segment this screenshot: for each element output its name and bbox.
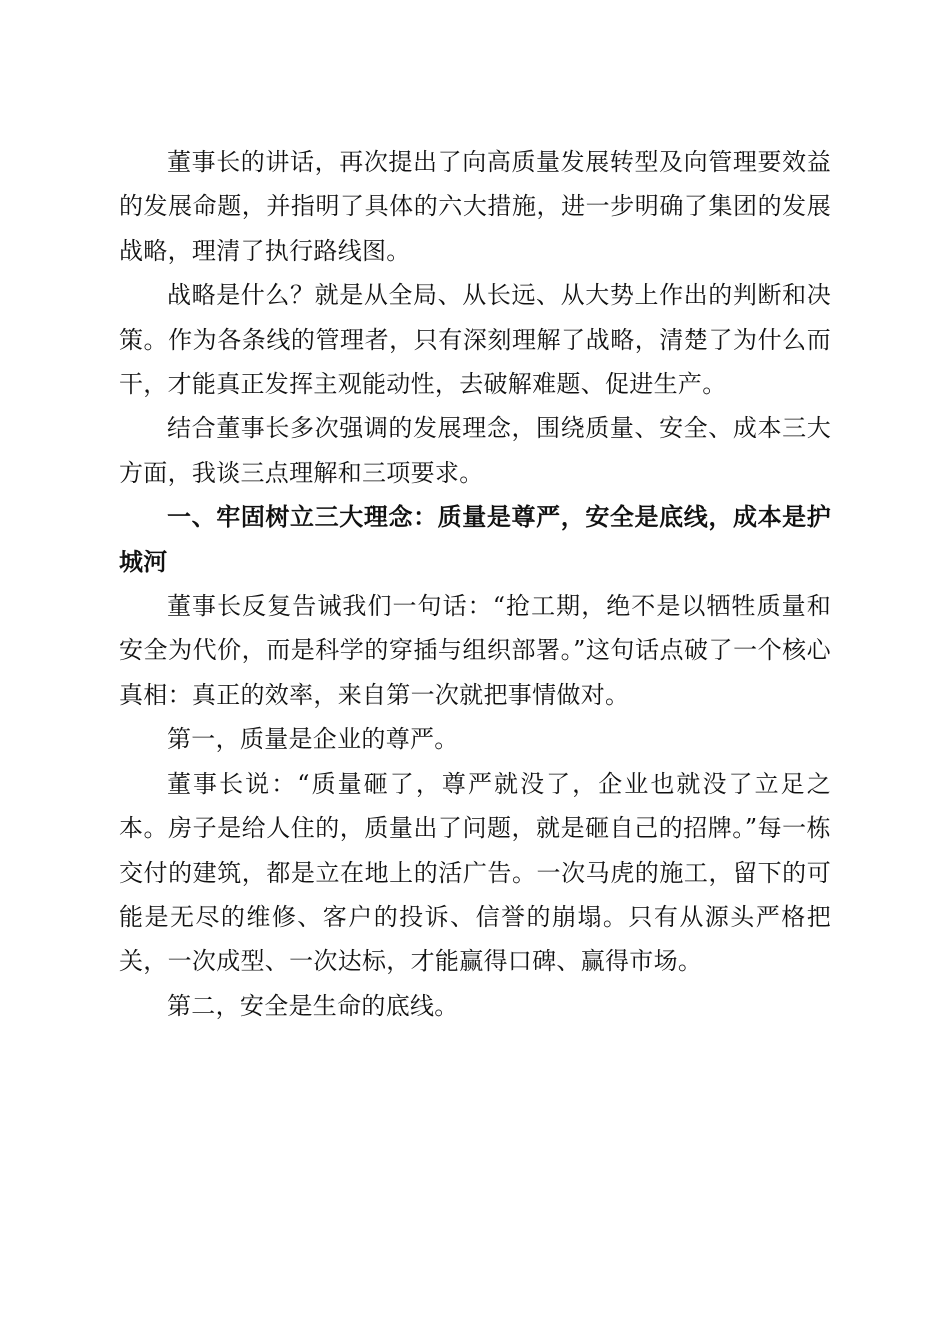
subheading-safety: 第二，安全是生命的底线。 xyxy=(167,991,459,1020)
paragraph-strategy: 战略是什么？就是从全局、从长远、从大势上作出的判断和决策。作为各条线的管理者，只有深刻理解了战略，清楚了为什么而干，才能真正发挥主观能动性，去破解难题、促进生产。 xyxy=(119,281,831,399)
paragraph-intro: 董事长的讲话，再次提出了向高质量发展转型及向管理要效益的发展命题，并指明了具体的六大措施，进一步明确了集团的发展战略，理清了执行路线图。 xyxy=(119,148,831,265)
subheading-quality: 第一，质量是企业的尊严。 xyxy=(167,725,459,754)
document-body xyxy=(119,140,831,1028)
paragraph-quality: 董事长说：“质量砸了，尊严就没了，企业也就没了立足之本。房子是给人住的，质量出了问题，就是砸自己的招牌。”每一栋交付的建筑，都是立在地上的活广告。一次马虎的施工，留下的可能是无尽的维修、客户的投诉、信誉的崩塌。只有从源头严格把关，一次成型、一次达标，才能赢得口碑、赢得市场。 xyxy=(119,769,831,976)
section-heading-1: 一、牢固树立三大理念：质量是尊严，安全是底线，成本是护城河 xyxy=(119,503,831,576)
paragraph-quote: 董事长反复告诫我们一句话：“抢工期，绝不是以牺牲质量和安全为代价，而是科学的穿插与组织部署。”这句话点破了一个核心真相：真正的效率，来自第一次就把事情做对。 xyxy=(119,592,831,709)
paragraph-overview: 结合董事长多次强调的发展理念，围绕质量、安全、成本三大方面，我谈三点理解和三项要求。 xyxy=(119,414,831,487)
